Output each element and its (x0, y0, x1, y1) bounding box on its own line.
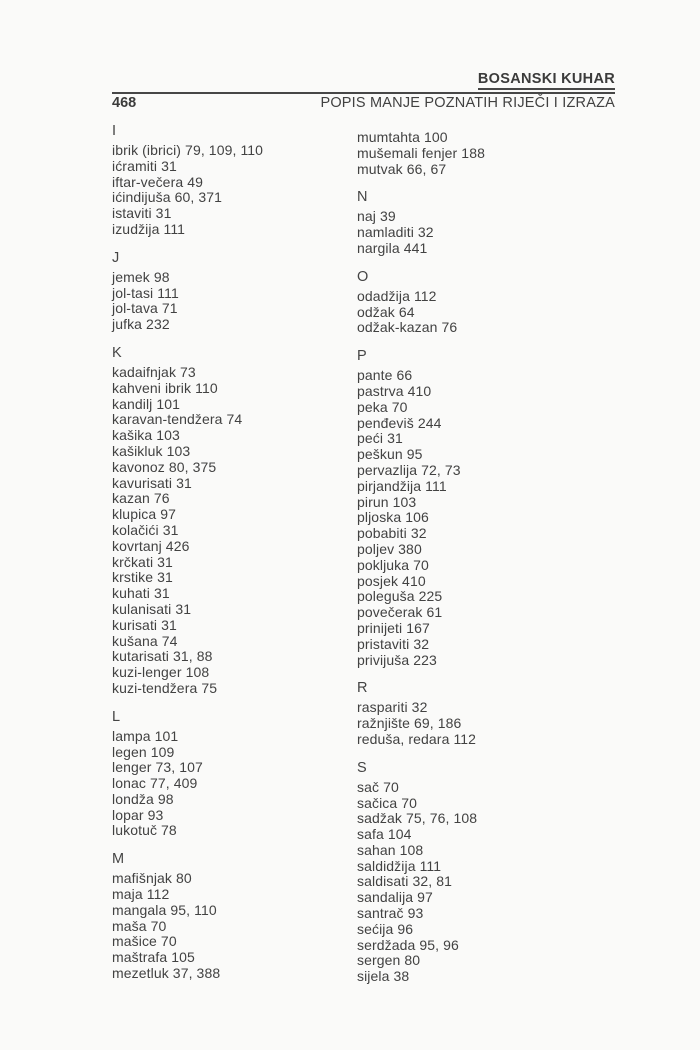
page-number: 468 (112, 95, 137, 111)
index-entry: sergen 80 (357, 952, 421, 969)
index-entry: mutvak 66, 67 (357, 160, 447, 177)
index-column-left (112, 111, 357, 985)
index-entry: mezetluk 37, 388 (112, 965, 221, 982)
index-entry: mumtahta 100 (357, 129, 448, 145)
index-entry: londža 98 (112, 790, 174, 807)
index-entry: izudžija 111 (112, 220, 186, 237)
index-entry: ićindijuša 60, 371 (112, 189, 222, 206)
index-entry: ićramiti 31 (112, 157, 177, 174)
index-entry: kurisati 31 (112, 616, 177, 633)
index-entry: pervazlija 72, 73 (357, 461, 461, 478)
index-entry: kazan 76 (112, 490, 170, 507)
index-entry: maša 70 (112, 917, 167, 934)
index-entry: lonac 77, 409 (112, 775, 198, 792)
index-entry: karavan-tendžera 74 (112, 411, 243, 428)
index-column-right (357, 111, 615, 985)
index-entry: pljoska 106 (357, 509, 429, 526)
index-entry: ibrik (ibrici) 79, 109, 110 (112, 142, 264, 158)
index-entry: sačica 70 (357, 794, 418, 811)
letter-heading-p: P (357, 348, 367, 365)
index-entry: kavurisati 31 (112, 474, 192, 491)
letter-heading-k: K (112, 344, 122, 361)
index-entry: odžak 64 (357, 303, 415, 320)
index-entry: penđeviš 244 (357, 414, 442, 431)
index-entry: kavonoz 80, 375 (112, 458, 217, 475)
index-entry: peka 70 (357, 398, 408, 415)
index-entry: krstike 31 (112, 569, 173, 586)
index-entry: saldisati 32, 81 (357, 873, 452, 890)
index-entry: sandalija 97 (357, 889, 433, 906)
index-entry: mangala 95, 110 (112, 901, 217, 918)
index-entry: lukotuč 78 (112, 822, 177, 839)
index-entry: kahveni ibrik 110 (112, 379, 218, 396)
book-title: BOSANSKI KUHAR (478, 72, 615, 90)
index-entry: safa 104 (357, 826, 412, 843)
letter-heading-i: I (112, 123, 117, 139)
index-entry: pante 66 (357, 367, 413, 384)
index-entry: jol-tava 71 (112, 300, 178, 317)
index-entry: peći 31 (357, 430, 403, 447)
index-entry: sahan 108 (357, 841, 424, 858)
index-entry: privijuša 223 (357, 651, 437, 668)
index-entry: istaviti 31 (112, 205, 172, 222)
index-entry: kandilj 101 (112, 395, 181, 412)
index-entry: poljev 380 (357, 540, 422, 557)
index-entry: mušemali fenjer 188 (357, 144, 485, 161)
letter-heading-m: M (112, 851, 125, 868)
letter-heading-j: J (112, 249, 120, 266)
index-entry: sadžak 75, 76, 108 (357, 810, 478, 827)
index-entry: kuzi-tendžera 75 (112, 679, 218, 696)
index-entry: pobabiti 32 (357, 525, 427, 542)
index-entry: jufka 232 (112, 316, 170, 333)
index-entry: lampa 101 (112, 727, 179, 744)
book-title-row (112, 71, 615, 90)
letter-heading-l: L (112, 708, 121, 725)
index-entry: prinijeti 167 (357, 619, 430, 636)
index-entry: posjek 410 (357, 572, 426, 589)
header-rule (112, 92, 615, 94)
index-entry: ražnjište 69, 186 (357, 715, 462, 732)
letter-heading-o: O (357, 268, 369, 285)
index-entry: maja 112 (112, 886, 170, 903)
index-entry: kolačići 31 (112, 521, 179, 538)
index-entry: kušana 74 (112, 632, 178, 649)
index-entry: kadaifnjak 73 (112, 363, 196, 380)
index-entry: serdžada 95, 96 (357, 936, 459, 953)
index-entry: odžak-kazan 76 (357, 319, 458, 336)
index-entry: jol-tasi 111 (112, 284, 179, 301)
index-entry: kašikluk 103 (112, 442, 191, 459)
index-entry: lenger 73, 107 (112, 759, 203, 776)
index-entry: sač 70 (357, 778, 399, 795)
index-columns (112, 111, 615, 985)
index-entry: pastrva 410 (357, 382, 432, 399)
index-entry: sećija 96 (357, 920, 414, 937)
index-entry: santrač 93 (357, 905, 424, 922)
index-entry: lopar 93 (112, 806, 164, 823)
section-title: POPIS MANJE POZNATIH RIJEČI I IZRAZA (320, 95, 615, 111)
index-entry: mašice 70 (112, 933, 177, 950)
index-entry: odadžija 112 (357, 287, 437, 304)
index-entry: peškun 95 (357, 446, 423, 463)
index-entry: reduša, redara 112 (357, 730, 477, 747)
index-entry: saldidžija 111 (357, 857, 442, 874)
index-entry: kuzi-lenger 108 (112, 664, 210, 681)
index-entry: poleguša 225 (357, 588, 443, 605)
index-entry: pristaviti 32 (357, 635, 430, 652)
index-entry: namladiti 32 (357, 224, 434, 241)
index-entry: kulanisati 31 (112, 600, 192, 617)
index-entry: sijela 38 (357, 968, 410, 985)
page-header (112, 71, 615, 111)
index-entry: povečerak 61 (357, 604, 443, 621)
index-entry: iftar-večera 49 (112, 173, 203, 190)
index-entry: pirun 103 (357, 493, 417, 510)
index-entry: kutarisati 31, 88 (112, 648, 213, 665)
letter-heading-n: N (357, 189, 368, 206)
index-entry: nargila 441 (357, 239, 428, 256)
index-entry: mafišnjak 80 (112, 870, 192, 887)
index-entry: raspariti 32 (357, 699, 428, 716)
index-entry: kašika 103 (112, 427, 180, 444)
index-entry: kovrtanj 426 (112, 537, 190, 554)
index-entry: krčkati 31 (112, 553, 173, 570)
header-row (112, 96, 615, 111)
index-entry: klupica 97 (112, 506, 177, 523)
letter-heading-s: S (357, 759, 367, 776)
index-entry: jemek 98 (112, 268, 170, 285)
letter-heading-r: R (357, 680, 368, 697)
index-entry: legen 109 (112, 743, 175, 760)
index-entry: pirjandžija 111 (357, 477, 447, 494)
index-entry: naj 39 (357, 208, 396, 225)
index-entry: kuhati 31 (112, 585, 170, 602)
index-entry: pokljuka 70 (357, 556, 429, 573)
index-entry: maštrafa 105 (112, 949, 195, 966)
